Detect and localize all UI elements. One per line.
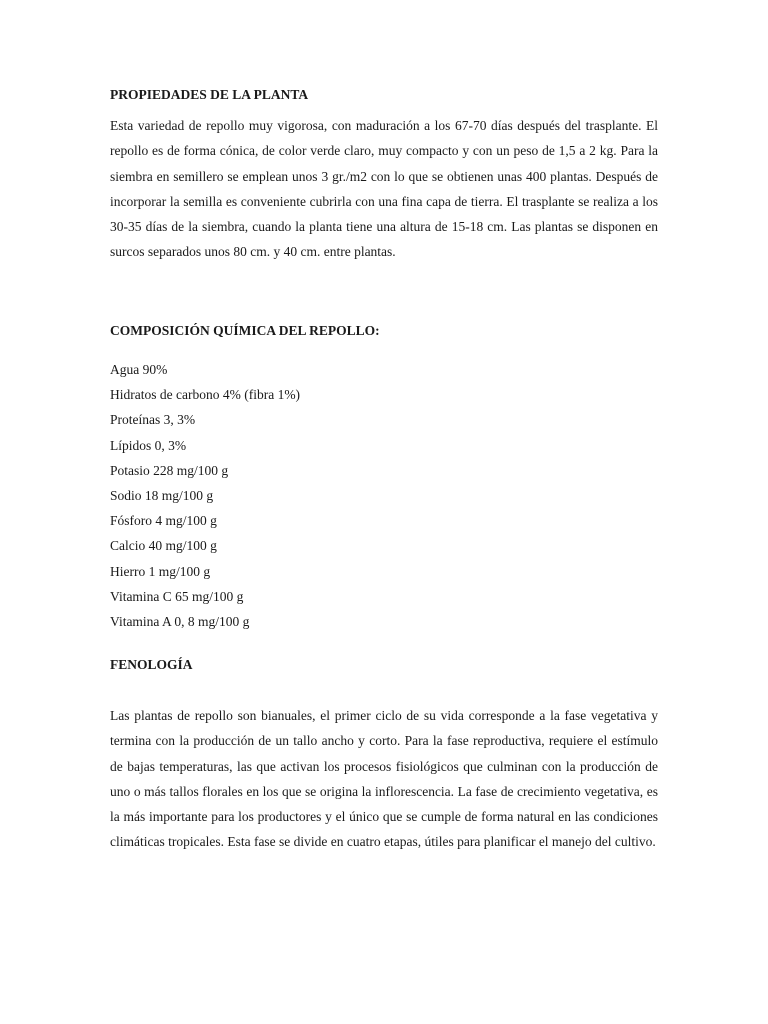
composition-list <box>110 357 300 634</box>
list-item: Vitamina C 65 mg/100 g <box>110 588 244 604</box>
list-item: Fósforo 4 mg/100 g <box>110 513 217 529</box>
list-item: Hidratos de carbono 4% (fibra 1%) <box>110 387 301 403</box>
list-item: Calcio 40 mg/100 g <box>110 538 217 554</box>
list-item: Lípidos 0, 3% <box>110 437 187 453</box>
paragraph-fenologia: Las plantas de repollo son bianuales, el primer ciclo de su vida corresponde a la fase vegetativa y termina con la producción de un tallo ancho y corto. Para la fase reproductiva, requiere el estímulo de bajas temperaturas, las que activan los procesos fisiológicos que culminan con la producción de uno o más tallos florales en los que se origina la inflorescencia. La fase de crecimiento vegetativa, es la más importante para los productores y el único que se cumple de forma natural en las condiciones climáticas tropicales. Esta fase se divide en cuatro etapas, útiles para planificar el manejo del cultivo. <box>110 708 658 850</box>
document-page <box>110 0 658 1024</box>
list-item: Proteínas 3, 3% <box>110 412 196 428</box>
list-item: Agua 90% <box>110 362 168 377</box>
heading-composicion: COMPOSICIÓN QUÍMICA DEL REPOLLO: <box>110 323 380 338</box>
list-item: Sodio 18 mg/100 g <box>110 488 214 504</box>
list-item: Hierro 1 mg/100 g <box>110 563 211 579</box>
list-item: Vitamina A 0, 8 mg/100 g <box>110 614 250 630</box>
heading-fenologia: FENOLOGÍA <box>110 657 193 672</box>
list-item: Potasio 228 mg/100 g <box>110 462 229 478</box>
paragraph-propiedades: Esta variedad de repollo muy vigorosa, con maduración a los 67-70 días después del trasplante. El repollo es de forma cónica, de color verde claro, muy compacto y con un peso de 1,5 a 2 kg. Para la siembra en semillero se emplean unos 3 gr./m2 con lo que se obtienen unas 400 plantas. Después de incorporar la semilla es conveniente cubrirla con una fina capa de tierra. El trasplante se realiza a los 30-35 días de la siembra, cuando la planta tiene una altura de 15-18 cm. Las plantas se disponen en surcos separados unos 80 cm. y 40 cm. entre plantas. <box>110 118 658 260</box>
heading-propiedades: PROPIEDADES DE LA PLANTA <box>110 87 309 102</box>
